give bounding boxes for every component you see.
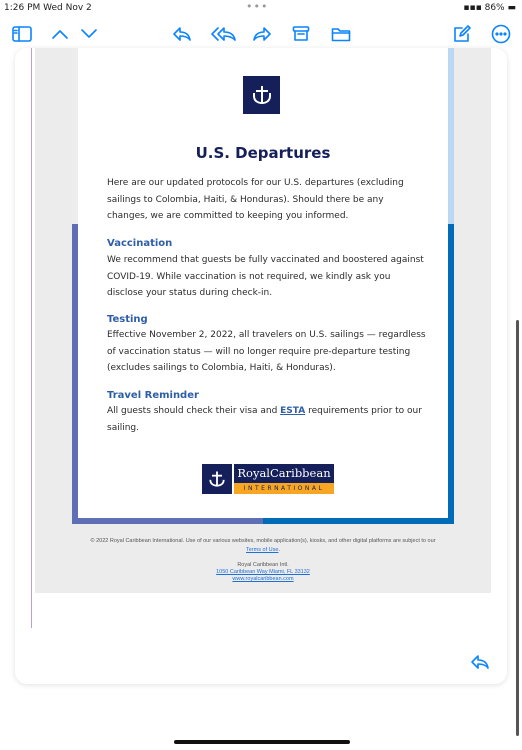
logo-subtitle: INTERNATIONAL (234, 483, 334, 494)
reply-button[interactable] (170, 20, 194, 48)
royal-caribbean-logo[interactable] (202, 464, 334, 494)
royal-caribbean-crown-icon (243, 76, 280, 114)
travel-text-start: All guests should check their visa and (107, 406, 281, 416)
more-icon (491, 24, 511, 44)
legal-text: © 2022 Royal Caribbean International. Use of our various websites, mobile application(s), kiosks, and other digital platforms are subject to our (90, 538, 436, 544)
scrollbar[interactable] (516, 320, 519, 736)
move-to-folder-button[interactable] (329, 20, 353, 48)
company-name: Royal Caribbean Intl. (237, 562, 289, 568)
archive-button[interactable] (289, 20, 313, 48)
reply-icon (470, 654, 490, 670)
more-button[interactable] (489, 20, 513, 48)
folder-icon (331, 26, 351, 42)
archive-icon (292, 25, 310, 43)
forward-icon (252, 26, 272, 42)
message-thread-line (31, 48, 32, 628)
legal-period: . (278, 547, 280, 553)
website-link[interactable]: www.royalcaribbean.com (232, 576, 294, 582)
multitask-dots[interactable]: ••• (246, 0, 269, 13)
chevron-down-icon (81, 29, 97, 39)
next-message-button[interactable] (78, 20, 100, 48)
intro-paragraph: Here are our updated protocols for our U.S. departures (excluding sailings to Colombia, Haiti, & Honduras). Should there be any changes, we are committed to keeping you informed. (107, 178, 404, 221)
travel-reminder-heading: Travel Reminder (107, 390, 199, 401)
reply-bottom-button[interactable] (470, 654, 490, 674)
vaccination-heading: Vaccination (107, 238, 173, 249)
battery-level: 86% (484, 3, 505, 13)
status-right (463, 3, 516, 13)
reply-all-button[interactable] (209, 20, 239, 48)
reply-icon (172, 26, 192, 42)
sidebar-icon (12, 26, 32, 42)
testing-heading: Testing (107, 314, 148, 325)
forward-button[interactable] (250, 20, 274, 48)
legal-notice (72, 537, 454, 555)
logo-wordmark: RoyalCaribbean (234, 464, 334, 483)
status-time: 1:26 PM Wed Nov 2 (4, 3, 92, 13)
logo-crown-icon (202, 464, 232, 494)
chevron-up-icon (52, 29, 68, 39)
previous-message-button[interactable] (49, 20, 71, 48)
email-title: U.S. Departures (195, 144, 331, 162)
compose-icon (453, 25, 471, 43)
travel-text-end: requirements prior to our sailing. (107, 406, 422, 433)
vaccination-paragraph: We recommend that guests be fully vaccinated and boostered against COVID-19. While vaccination is not required, we kindly ask you disclose your status during check-in. (107, 255, 424, 298)
travel-reminder-paragraph (107, 403, 427, 436)
mail-toolbar (0, 20, 522, 48)
home-indicator[interactable] (174, 740, 350, 744)
company-address (72, 562, 454, 583)
battery-icon: ▬ (507, 3, 516, 13)
terms-of-use-link[interactable]: Terms of Use (246, 547, 279, 553)
esta-link[interactable]: ESTA (280, 406, 306, 416)
status-bar (0, 0, 522, 16)
reply-all-icon (210, 26, 238, 42)
address-link[interactable]: 1050 Caribbean Way Miami, FL 33132 (216, 569, 310, 575)
testing-paragraph: Effective November 2, 2022, all travelers on U.S. sailings — regardless of vaccination status — will no longer require pre-departure testing (excludes sailings to Colombia, Haiti, & Honduras). (107, 330, 426, 373)
wifi-icon: ▪▪▪ (463, 3, 485, 13)
compose-button[interactable] (450, 20, 474, 48)
sidebar-toggle-button[interactable] (10, 20, 34, 48)
